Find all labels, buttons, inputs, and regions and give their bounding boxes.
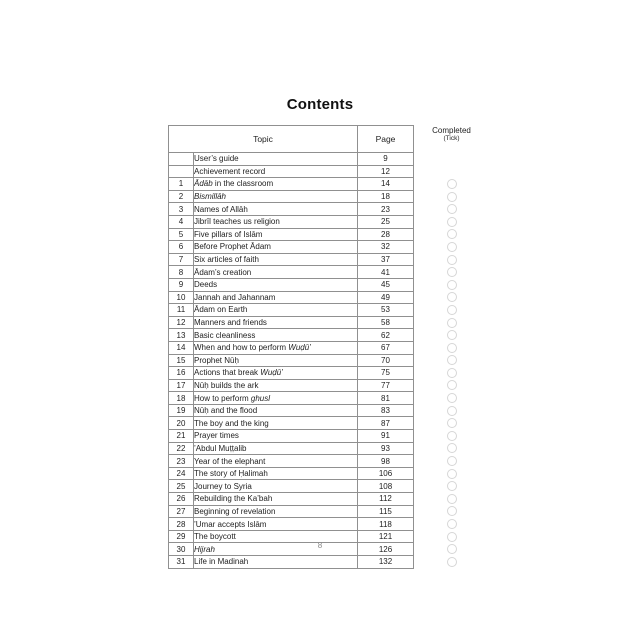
table-row (169, 278, 490, 291)
lesson-number: 28 (169, 518, 194, 531)
lesson-number: 1 (169, 178, 194, 191)
table-row (169, 354, 490, 367)
topic-cell: When and how to perform Wuḍū’ (194, 341, 358, 354)
table-header-row (169, 126, 490, 153)
tick-circle[interactable] (447, 280, 457, 290)
topic-cell: Life in Madinah (194, 556, 358, 569)
topic-cell: Year of the elephant (194, 455, 358, 468)
topic-cell: Deeds (194, 278, 358, 291)
lesson-number: 12 (169, 316, 194, 329)
topic-cell: ’Abdul Muṭṭalib (194, 442, 358, 455)
topic-cell: Before Prophet Ādam (194, 241, 358, 254)
topic-cell: Prophet Nūḥ (194, 354, 358, 367)
tick-cell (414, 178, 490, 191)
tick-circle[interactable] (447, 242, 457, 252)
topic-cell: Five pillars of Islām (194, 228, 358, 241)
lesson-number: 15 (169, 354, 194, 367)
table-row (169, 417, 490, 430)
page-number-cell: 62 (358, 329, 414, 342)
page-number-cell: 93 (358, 442, 414, 455)
page-number-cell: 118 (358, 518, 414, 531)
lesson-number: 26 (169, 493, 194, 506)
tick-cell (414, 165, 490, 178)
folio-page-number: 8 (317, 541, 323, 550)
page-number-cell: 115 (358, 505, 414, 518)
table-row (169, 253, 490, 266)
tick-circle[interactable] (447, 330, 457, 340)
tick-circle[interactable] (447, 456, 457, 466)
table-row (169, 455, 490, 468)
lesson-number: 3 (169, 203, 194, 216)
table-row (169, 518, 490, 531)
table-row (169, 228, 490, 241)
page-number-cell: 23 (358, 203, 414, 216)
tick-circle[interactable] (447, 229, 457, 239)
tick-circle[interactable] (447, 267, 457, 277)
topic-cell: Ādāb in the classroom (194, 178, 358, 191)
topic-cell: Bismillāh (194, 190, 358, 203)
lesson-number: 25 (169, 480, 194, 493)
page-number-cell: 25 (358, 215, 414, 228)
page-number-cell: 98 (358, 455, 414, 468)
lesson-number: 7 (169, 253, 194, 266)
tick-circle[interactable] (447, 292, 457, 302)
tick-circle[interactable] (447, 179, 457, 189)
tick-cell (414, 228, 490, 241)
table-row (169, 430, 490, 443)
lesson-number (169, 153, 194, 166)
lesson-number: 24 (169, 467, 194, 480)
topic-cell: Ādam on Earth (194, 304, 358, 317)
tick-cell (414, 556, 490, 569)
topic-column-header: Topic (169, 126, 358, 153)
page-number-cell: 77 (358, 379, 414, 392)
tick-circle[interactable] (447, 418, 457, 428)
lesson-number: 30 (169, 543, 194, 556)
page-number-cell: 67 (358, 341, 414, 354)
table-row (169, 203, 490, 216)
topic-cell: Beginning of revelation (194, 505, 358, 518)
tick-cell (414, 153, 490, 166)
tick-cell (414, 518, 490, 531)
page-number-cell: 106 (358, 467, 414, 480)
lesson-number: 19 (169, 404, 194, 417)
lesson-number (169, 165, 194, 178)
lesson-number: 2 (169, 190, 194, 203)
tick-cell (414, 367, 490, 380)
tick-circle[interactable] (447, 204, 457, 214)
tick-circle[interactable] (447, 380, 457, 390)
completed-column-header (414, 126, 490, 153)
table-row (169, 266, 490, 279)
tick-circle[interactable] (447, 393, 457, 403)
page-number-cell: 18 (358, 190, 414, 203)
page-number-cell: 37 (358, 253, 414, 266)
tick-cell (414, 316, 490, 329)
topic-cell: Jibrīl teaches us religion (194, 215, 358, 228)
tick-cell (414, 341, 490, 354)
page-number-cell: 12 (358, 165, 414, 178)
topic-cell: The boy and the king (194, 417, 358, 430)
page-number-cell: 32 (358, 241, 414, 254)
tick-cell (414, 203, 490, 216)
table-row (169, 178, 490, 191)
lesson-number: 20 (169, 417, 194, 430)
lesson-number: 18 (169, 392, 194, 405)
topic-cell: Six articles of faith (194, 253, 358, 266)
topic-cell: User’s guide (194, 153, 358, 166)
table-row (169, 153, 490, 166)
table-row (169, 442, 490, 455)
tick-circle[interactable] (447, 255, 457, 265)
topic-cell: Basic cleanliness (194, 329, 358, 342)
topic-cell: Ādam’s creation (194, 266, 358, 279)
topic-cell: ’Umar accepts Islām (194, 518, 358, 531)
tick-circle[interactable] (447, 431, 457, 441)
page-number-cell: 75 (358, 367, 414, 380)
page-number-cell: 126 (358, 543, 414, 556)
tick-circle[interactable] (447, 557, 457, 567)
page-number-cell: 28 (358, 228, 414, 241)
lesson-number: 9 (169, 278, 194, 291)
page-number-cell: 91 (358, 430, 414, 443)
table-row (169, 379, 490, 392)
tick-cell (414, 291, 490, 304)
table-row (169, 291, 490, 304)
tick-cell (414, 190, 490, 203)
tick-circle[interactable] (447, 469, 457, 479)
page-number-cell: 87 (358, 417, 414, 430)
table-row (169, 316, 490, 329)
tick-cell (414, 505, 490, 518)
tick-cell (414, 304, 490, 317)
tick-cell (414, 329, 490, 342)
table-row (169, 341, 490, 354)
tick-circle[interactable] (447, 217, 457, 227)
page-number-cell: 132 (358, 556, 414, 569)
tick-circle[interactable] (447, 343, 457, 353)
page-number-cell: 58 (358, 316, 414, 329)
tick-cell (414, 467, 490, 480)
table-row (169, 241, 490, 254)
tick-cell (414, 354, 490, 367)
tick-cell (414, 417, 490, 430)
table-row (169, 556, 490, 569)
lesson-number: 23 (169, 455, 194, 468)
table-row (169, 392, 490, 405)
tick-cell (414, 253, 490, 266)
topic-cell: Names of Allāh (194, 203, 358, 216)
lesson-number: 8 (169, 266, 194, 279)
table-row (169, 367, 490, 380)
topic-cell: Achievement record (194, 165, 358, 178)
lesson-number: 14 (169, 341, 194, 354)
page-number-cell: 53 (358, 304, 414, 317)
table-row (169, 304, 490, 317)
page-title: Contents (286, 96, 354, 113)
page-number-cell: 41 (358, 266, 414, 279)
contents-table-body (169, 153, 490, 569)
page-column-header: Page (358, 126, 414, 153)
page-number-cell: 81 (358, 392, 414, 405)
tick-cell (414, 430, 490, 443)
table-row (169, 404, 490, 417)
tick-circle[interactable] (447, 406, 457, 416)
lesson-number: 31 (169, 556, 194, 569)
page-number-cell: 45 (358, 278, 414, 291)
tick-circle[interactable] (447, 368, 457, 378)
page-number-cell: 121 (358, 530, 414, 543)
tick-circle[interactable] (447, 192, 457, 202)
page-number-cell: 70 (358, 354, 414, 367)
page-number-cell: 14 (358, 178, 414, 191)
topic-cell: Journey to Syria (194, 480, 358, 493)
table-row (169, 505, 490, 518)
tick-cell (414, 455, 490, 468)
lesson-number: 4 (169, 215, 194, 228)
topic-cell: Manners and friends (194, 316, 358, 329)
lesson-number: 29 (169, 530, 194, 543)
tick-cell (414, 404, 490, 417)
lesson-number: 13 (169, 329, 194, 342)
tick-circle[interactable] (447, 506, 457, 516)
tick-circle[interactable] (447, 443, 457, 453)
page-number-cell: 49 (358, 291, 414, 304)
page-number-cell: 83 (358, 404, 414, 417)
topic-cell: Jannah and Jahannam (194, 291, 358, 304)
topic-cell: The boycott (194, 530, 358, 543)
topic-cell: Rebuilding the Ka’bah (194, 493, 358, 506)
table-row (169, 329, 490, 342)
lesson-number: 5 (169, 228, 194, 241)
lesson-number: 16 (169, 367, 194, 380)
tick-circle[interactable] (447, 355, 457, 365)
table-row (169, 190, 490, 203)
table-row (169, 165, 490, 178)
tick-cell (414, 392, 490, 405)
topic-cell: Nūḥ builds the ark (194, 379, 358, 392)
tick-cell (414, 215, 490, 228)
lesson-number: 22 (169, 442, 194, 455)
page-number-cell: 108 (358, 480, 414, 493)
tick-cell (414, 278, 490, 291)
topic-cell: Nūḥ and the flood (194, 404, 358, 417)
topic-cell: Hijrah (194, 543, 358, 556)
tick-circle[interactable] (447, 481, 457, 491)
topic-cell: How to perform ghusl (194, 392, 358, 405)
lesson-number: 27 (169, 505, 194, 518)
page-number-cell: 112 (358, 493, 414, 506)
tick-sublabel: (Tick) (443, 134, 460, 142)
tick-cell (414, 442, 490, 455)
tick-circle[interactable] (447, 305, 457, 315)
tick-cell (414, 266, 490, 279)
page-number-cell: 9 (358, 153, 414, 166)
topic-cell: Prayer times (194, 430, 358, 443)
lesson-number: 17 (169, 379, 194, 392)
lesson-number: 10 (169, 291, 194, 304)
tick-circle[interactable] (447, 494, 457, 504)
table-row (169, 480, 490, 493)
completed-label: Completed (432, 125, 471, 135)
lesson-number: 21 (169, 430, 194, 443)
tick-cell (414, 493, 490, 506)
tick-cell (414, 379, 490, 392)
lesson-number: 11 (169, 304, 194, 317)
contents-table (168, 125, 490, 569)
table-row (169, 467, 490, 480)
table-row (169, 493, 490, 506)
lesson-number: 6 (169, 241, 194, 254)
tick-cell (414, 480, 490, 493)
topic-cell: Actions that break Wuḍū’ (194, 367, 358, 380)
topic-cell: The story of Ḥalimah (194, 467, 358, 480)
table-row (169, 215, 490, 228)
tick-circle[interactable] (447, 318, 457, 328)
tick-cell (414, 241, 490, 254)
tick-circle[interactable] (447, 519, 457, 529)
